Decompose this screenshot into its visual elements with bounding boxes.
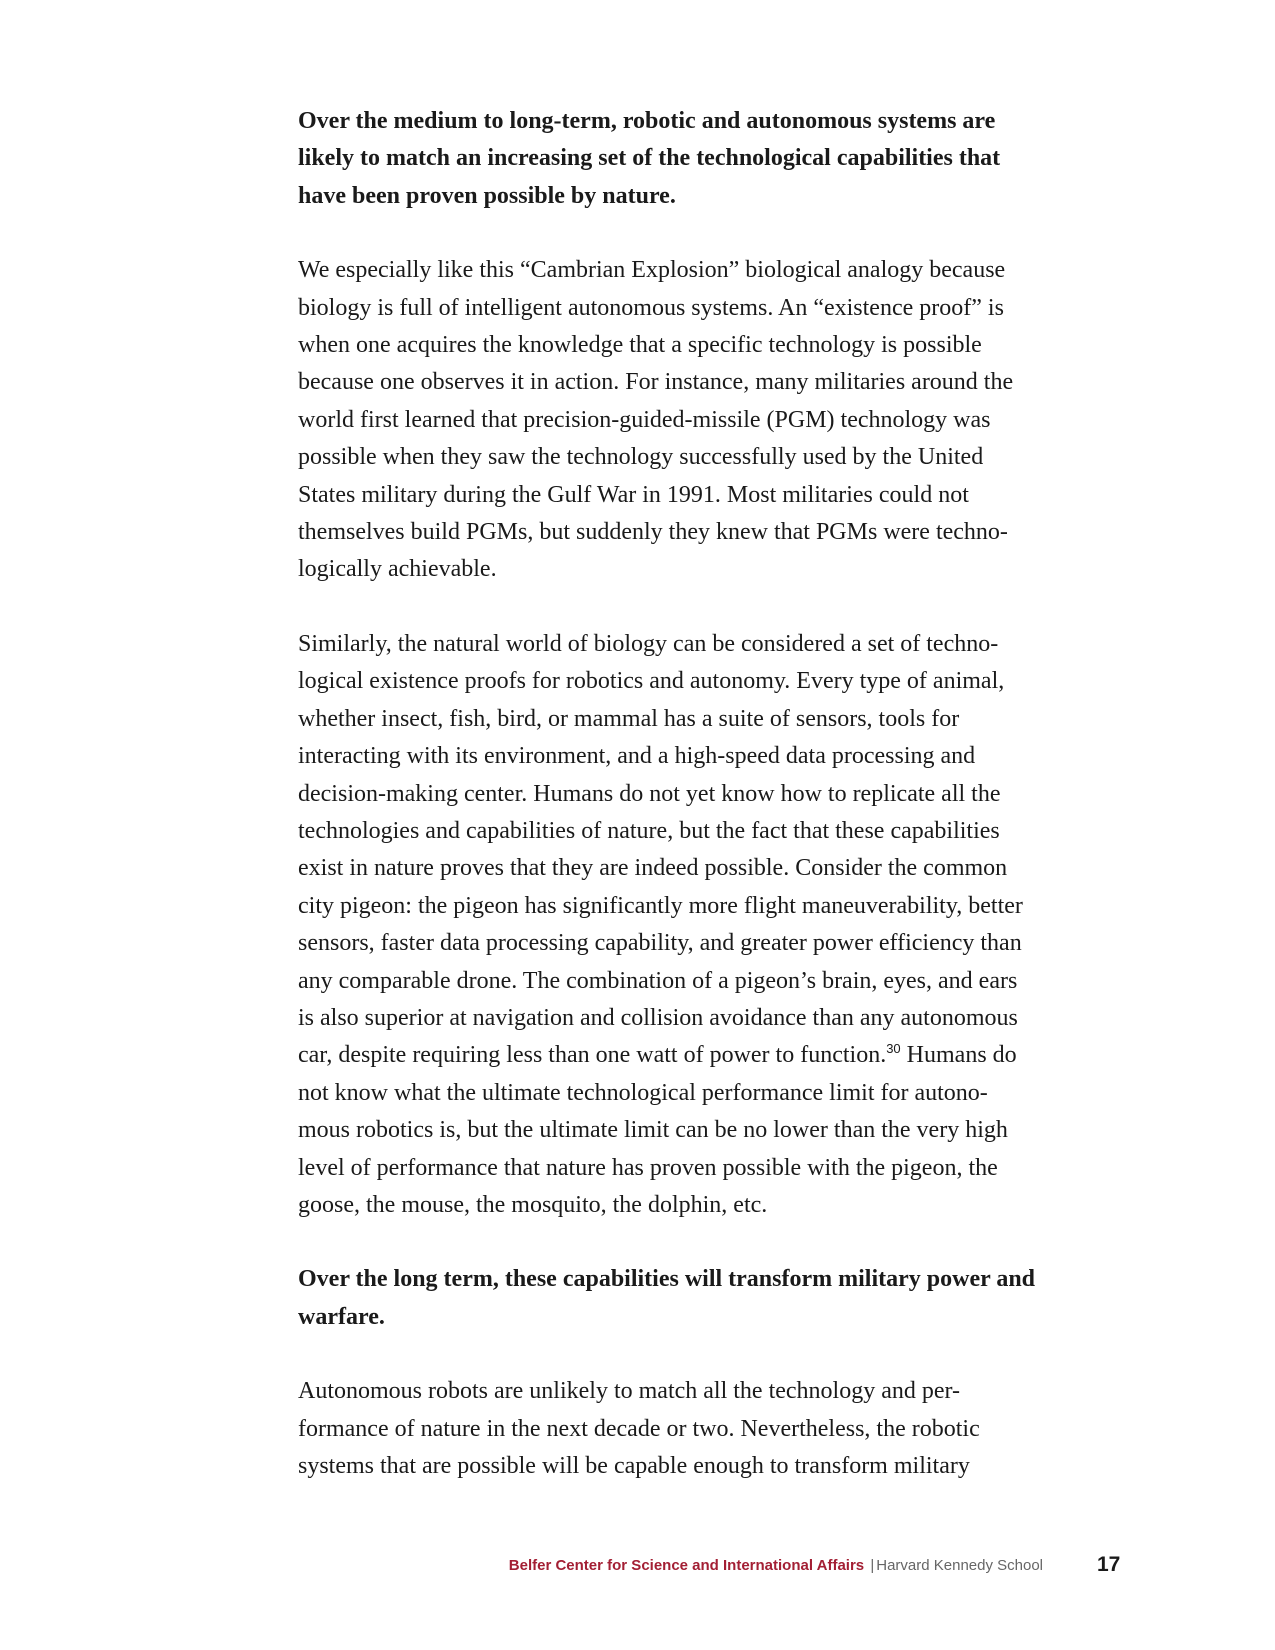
footer-credit <box>509 1557 1043 1574</box>
text-line: decision-making center. Humans do not yet know how to replicate all the <box>298 780 1001 807</box>
text-segment: Humans do <box>900 1042 1017 1069</box>
footnote-reference[interactable]: 30 <box>886 1041 901 1057</box>
text-line: any comparable drone. The combination of a pigeon’s brain, eyes, and ears <box>298 967 1018 994</box>
paragraph-autonomous-robots <box>298 1373 1050 1485</box>
text-line: We especially like this “Cambrian Explosion” biological analogy because <box>298 257 1006 284</box>
text-line: level of performance that nature has proven possible with the pigeon, the <box>298 1154 998 1181</box>
text-line: Autonomous robots are unlikely to match all the technology and per- <box>298 1378 961 1405</box>
text-line: likely to match an increasing set of the technological capabilities that <box>298 145 1001 172</box>
text-line-with-footnote <box>298 1037 1050 1074</box>
text-line: logical existence proofs for robotics and autonomy. Every type of animal, <box>298 668 1005 695</box>
paragraph-existence-proofs <box>298 626 1050 1225</box>
text-line: warfare. <box>298 1303 385 1330</box>
text-line: logically achievable. <box>298 556 497 583</box>
text-segment: car, despite requiring less than one watt of power to function. <box>298 1042 887 1069</box>
text-line: world first learned that precision-guided-missile (PGM) technology was <box>298 406 991 433</box>
page-number: 17 <box>1097 1553 1121 1576</box>
text-line: when one acquires the knowledge that a specific technology is possible <box>298 332 982 359</box>
text-line: is also superior at navigation and collision avoidance than any autonomous <box>298 1004 1018 1031</box>
text-line: formance of nature in the next decade or two. Nevertheless, the robotic <box>298 1415 980 1442</box>
text-line: because one observes it in action. For instance, many militaries around the <box>298 369 1014 396</box>
heading-paragraph-medium-term <box>298 103 1050 215</box>
school-name: Harvard Kennedy School <box>876 1557 1043 1574</box>
text-line: city pigeon: the pigeon has significantly more flight maneuverability, better <box>298 892 1023 919</box>
text-line: sensors, faster data processing capability, and greater power efficiency than <box>298 930 1022 957</box>
organization-name: Belfer Center for Science and International Affairs <box>508 1557 865 1574</box>
text-line: have been proven possible by nature. <box>298 182 676 209</box>
paragraph-cambrian-explosion <box>298 252 1050 589</box>
footer-separator: | <box>870 1557 875 1574</box>
text-line: not know what the ultimate technological performance limit for autono- <box>298 1079 988 1106</box>
page-footer <box>0 1553 1275 1577</box>
text-line: Similarly, the natural world of biology can be considered a set of techno- <box>298 630 999 657</box>
heading-paragraph-long-term <box>298 1261 1050 1336</box>
text-line: Over the medium to long-term, robotic and autonomous systems are <box>298 108 996 134</box>
text-line: mous robotics is, but the ultimate limit can be no lower than the very high <box>298 1117 1008 1144</box>
text-line: systems that are possible will be capable enough to transform military <box>298 1453 970 1479</box>
text-line: themselves build PGMs, but suddenly they knew that PGMs were techno- <box>298 519 1008 546</box>
text-line: interacting with its environment, and a high-speed data processing and <box>298 743 976 770</box>
body-text <box>298 103 1050 1522</box>
text-line: possible when they saw the technology successfully used by the United <box>298 444 984 471</box>
text-line: technologies and capabilities of nature, but the fact that these capabilities <box>298 817 1000 844</box>
text-line: biology is full of intelligent autonomous systems. An “existence proof” is <box>298 294 1004 321</box>
text-line: goose, the mouse, the mosquito, the dolphin, etc. <box>298 1191 768 1218</box>
text-line: States military during the Gulf War in 1991. Most militaries could not <box>298 481 969 508</box>
text-line: Over the long term, these capabilities will transform military power and <box>298 1266 1036 1293</box>
text-line: exist in nature proves that they are indeed possible. Consider the common <box>298 855 1008 882</box>
text-line: whether insect, fish, bird, or mammal has a suite of sensors, tools for <box>298 705 960 732</box>
